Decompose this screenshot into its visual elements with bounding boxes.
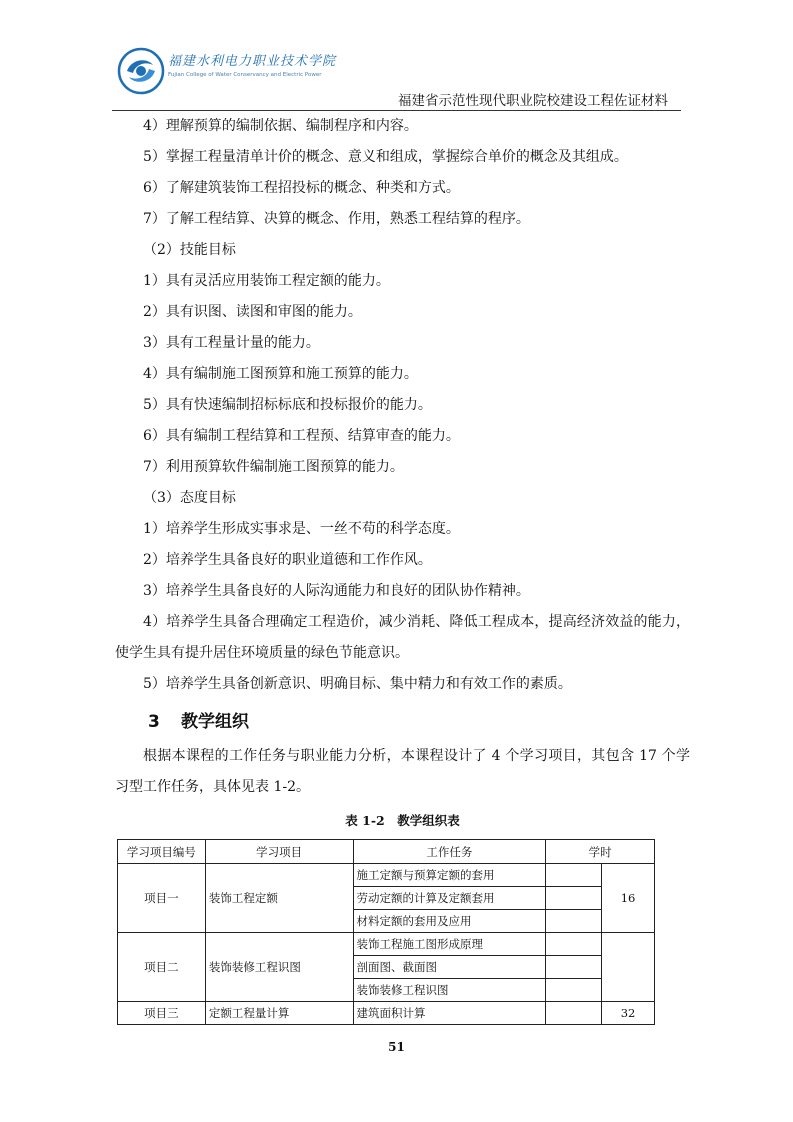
college-logo-icon xyxy=(117,47,165,95)
blank-cell xyxy=(546,864,602,887)
blank-cell xyxy=(546,1002,602,1025)
blank-cell xyxy=(546,979,602,1002)
blank-cell xyxy=(546,910,602,933)
college-name-cn: 福建水利电力职业技术学院 xyxy=(168,54,337,69)
hours-cell xyxy=(602,933,655,1002)
table-row xyxy=(118,1002,655,1025)
body-line: 3）具有工程量计量的能力。 xyxy=(143,335,320,351)
body-line: 5）掌握工程量清单计价的概念、意义和组成，掌握综合单价的概念及其组成。 xyxy=(143,149,628,165)
project-id-cell: 项目三 xyxy=(118,1002,206,1025)
hours-cell: 32 xyxy=(602,1002,655,1025)
page-header xyxy=(0,0,793,110)
body-line: 2）培养学生具备良好的职业道德和工作作风。 xyxy=(143,552,432,568)
task-cell: 建筑面积计算 xyxy=(353,1002,546,1025)
teaching-organization-table xyxy=(117,839,655,1025)
body-line: 1）培养学生形成实事求是、一丝不苟的科学态度。 xyxy=(143,521,460,537)
table-header-row xyxy=(118,840,655,864)
body-line: 6）了解建筑装饰工程招投标的概念、种类和方式。 xyxy=(143,180,460,196)
subheading-skill-goals: （2）技能目标 xyxy=(143,242,236,258)
task-cell: 劳动定额的计算及定额套用 xyxy=(353,887,546,910)
section-heading xyxy=(148,710,690,735)
task-cell: 施工定额与预算定额的套用 xyxy=(353,864,546,887)
page-number: 51 xyxy=(388,1040,405,1054)
body-line: 2）具有识图、读图和审图的能力。 xyxy=(143,304,362,320)
header-cell: 学习项目编号 xyxy=(118,840,206,864)
blank-cell xyxy=(546,956,602,979)
project-name-cell: 装饰工程定额 xyxy=(205,864,353,933)
project-name-cell: 装饰装修工程识图 xyxy=(205,933,353,1002)
blank-cell xyxy=(546,887,602,910)
task-cell: 装饰装修工程识图 xyxy=(353,979,546,1002)
body-line: 5）培养学生具备创新意识、明确目标、集中精力和有效工作的素质。 xyxy=(143,676,572,692)
header-cell: 工作任务 xyxy=(353,840,546,864)
table-row xyxy=(118,864,655,887)
subheading-attitude-goals: （3）态度目标 xyxy=(143,490,236,506)
project-id-cell: 项目二 xyxy=(118,933,206,1002)
page-content xyxy=(115,111,690,1025)
college-name-en: Fujian College of Water Conservancy and Electric Power xyxy=(168,72,322,78)
body-line: 5）具有快速编制招标标底和投标报价的能力。 xyxy=(143,397,432,413)
table-row xyxy=(118,933,655,956)
body-line: 3）培养学生具备良好的人际沟通能力和良好的团队协作精神。 xyxy=(143,583,530,599)
header-cell: 学习项目 xyxy=(205,840,353,864)
section-intro: 根据本课程的工作任务与职业能力分析，本课程设计了 4 个学习项目，其包含 17 个学习型工作任务，具体见表 1-2。 xyxy=(115,748,690,795)
task-cell: 装饰工程施工图形成原理 xyxy=(353,933,546,956)
body-line: 6）具有编制工程结算和工程预、结算审查的能力。 xyxy=(143,428,460,444)
blank-cell xyxy=(546,933,602,956)
hours-cell: 16 xyxy=(602,864,655,933)
body-line: 7）了解工程结算、决算的概念、作用，熟悉工程结算的程序。 xyxy=(143,211,530,227)
header-cell: 学时 xyxy=(546,840,655,864)
body-line: 1）具有灵活应用装饰工程定额的能力。 xyxy=(143,273,390,289)
header-title: 福建省示范性现代职业院校建设工程佐证材料 xyxy=(398,93,668,109)
table-caption: 表 1-2 教学组织表 xyxy=(345,813,460,828)
college-logo-text xyxy=(168,50,336,78)
body-line: 4）理解预算的编制依据、编制程序和内容。 xyxy=(143,118,418,134)
body-line: 7）利用预算软件编制施工图预算的能力。 xyxy=(143,459,404,475)
section-title: 教学组织 xyxy=(181,712,249,732)
project-id-cell: 项目一 xyxy=(118,864,206,933)
task-cell: 材料定额的套用及应用 xyxy=(353,910,546,933)
body-paragraph: 4）培养学生具备合理确定工程造价，减少消耗、降低工程成本，提高经济效益的能力，使学生具有提升居住环境质量的绿色节能意识。 xyxy=(115,614,690,661)
task-cell: 剖面图、截面图 xyxy=(353,956,546,979)
project-name-cell: 定额工程量计算 xyxy=(205,1002,353,1025)
body-line: 4）具有编制施工图预算和施工预算的能力。 xyxy=(143,366,418,382)
section-number: 3 xyxy=(148,712,160,732)
